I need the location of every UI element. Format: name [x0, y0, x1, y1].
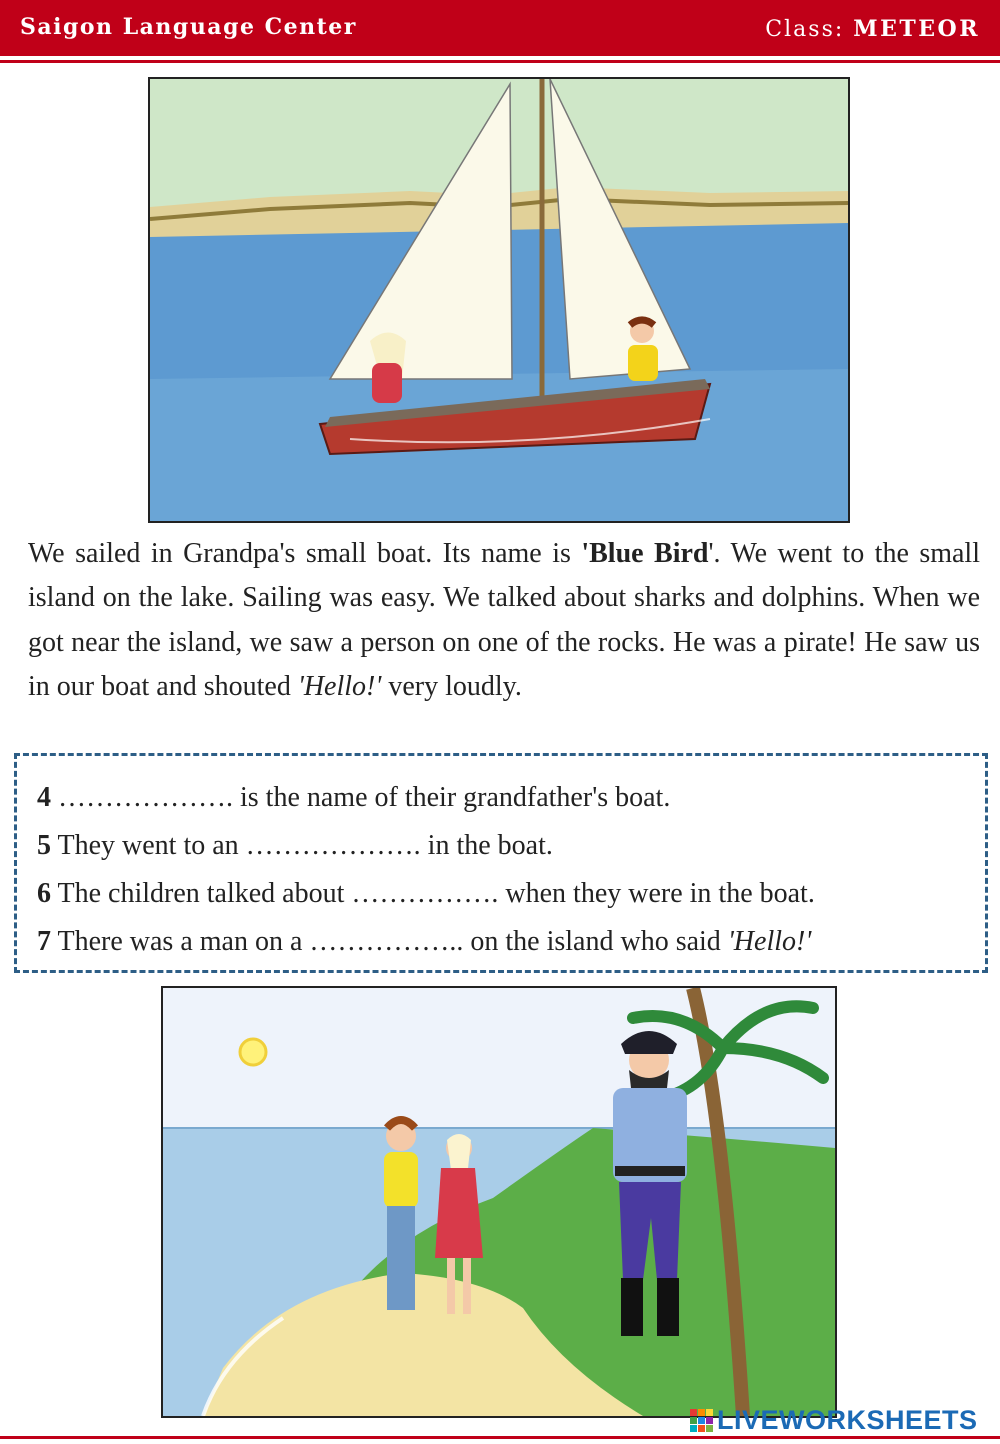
question-text[interactable]: They went to an ………………. in the boat.: [51, 830, 553, 861]
questions-box: [14, 753, 988, 973]
logo-cell: [706, 1425, 713, 1432]
question-number: 6: [37, 878, 51, 909]
story-part2: '. We went to the small island on the lake. Sailing was easy. We talked about sharks and dolphins. When we got near the island, we saw a person on one of the rocks. He was a pirate! He saw us in our boat and shouted: [28, 538, 980, 702]
logo-cell: [690, 1417, 697, 1424]
question-text[interactable]: ………………. is the name of their grandfather's boat.: [51, 782, 671, 813]
logo-cell: [698, 1425, 705, 1432]
brand-name: LIVEWORKSHEETS: [717, 1404, 978, 1435]
logo-cell: [706, 1409, 713, 1416]
sailing-illustration: [148, 77, 850, 523]
class-name: METEOR: [853, 16, 980, 42]
logo-cell: [690, 1425, 697, 1432]
question-number: 7: [37, 926, 51, 957]
school-name: Saigon Language Center: [20, 14, 357, 40]
question-number: 4: [37, 782, 51, 813]
question-number: 5: [37, 830, 51, 861]
story-text: [28, 532, 980, 709]
liveworksheets-brand[interactable]: [690, 1404, 978, 1436]
question-text[interactable]: There was a man on a …………….. on the island who said: [51, 926, 728, 957]
question-7: [37, 925, 811, 959]
class-info: [765, 16, 980, 42]
liveworksheets-logo-icon: [690, 1409, 713, 1432]
story-hello: 'Hello!': [297, 670, 382, 702]
logo-cell: [690, 1409, 697, 1416]
footer-divider: [0, 1436, 1000, 1439]
page-header: [0, 0, 1000, 56]
question-5: [37, 829, 553, 863]
story-part1: We sailed in Grandpa's small boat. Its name is: [28, 538, 582, 569]
question-6: [37, 877, 815, 911]
logo-cell: [698, 1417, 705, 1424]
pirate-island-illustration: [161, 986, 837, 1418]
boat-name: 'Blue Bird: [581, 538, 709, 569]
logo-cell: [698, 1409, 705, 1416]
question-text[interactable]: The children talked about ……………. when they were in the boat.: [51, 878, 815, 909]
class-label: Class:: [765, 17, 845, 42]
logo-cell: [706, 1417, 713, 1424]
question-4: [37, 781, 670, 815]
question-hello: 'Hello!': [727, 926, 812, 957]
story-part3: very loudly.: [381, 670, 522, 702]
header-divider: [0, 60, 1000, 63]
